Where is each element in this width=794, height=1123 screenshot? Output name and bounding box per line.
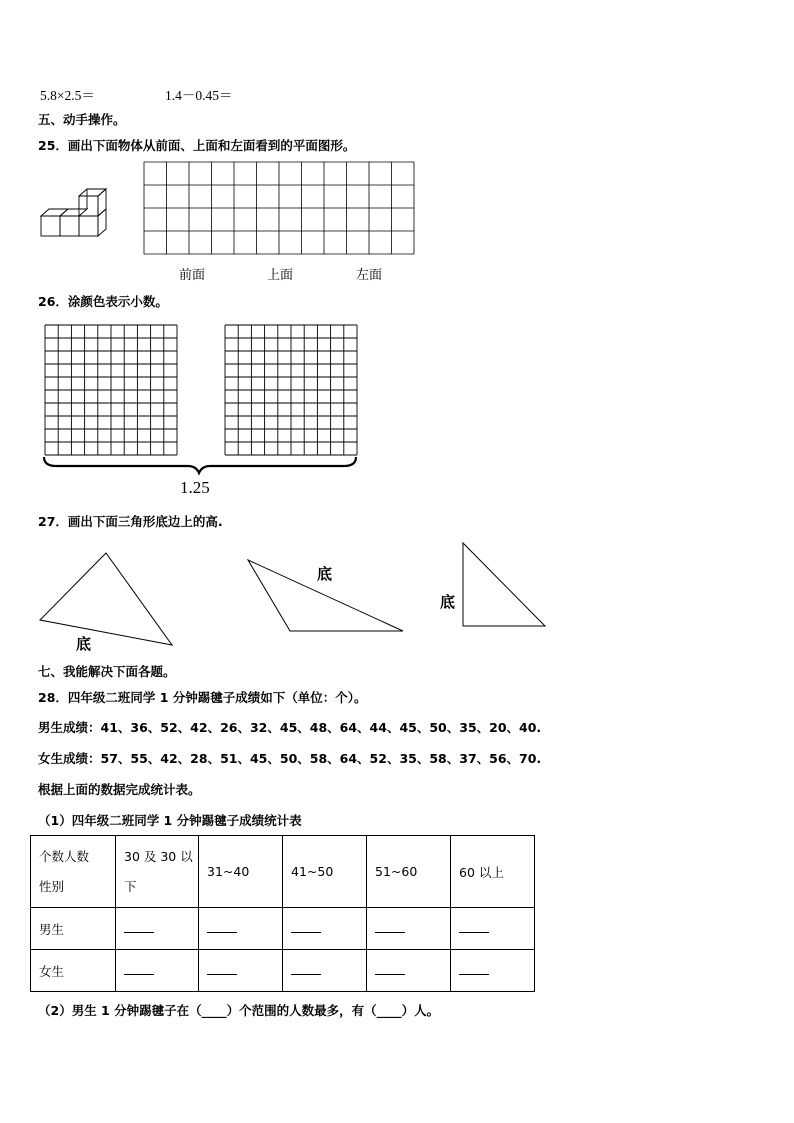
header-cell: 41~50: [283, 836, 367, 908]
corner-bottom-label: 性别: [39, 878, 65, 894]
answer-blank[interactable]: [291, 964, 321, 975]
girls-scores: 女生成绩：57、55、42、28、51、45、50、58、64、52、35、58、37、56、70.: [38, 751, 542, 766]
section-5-title: 五、动手操作。: [38, 112, 126, 127]
header-col1-line1: 30 及 30 以: [124, 848, 193, 864]
table-row-girls: [31, 950, 535, 992]
answer-cell[interactable]: [451, 950, 535, 992]
answer-cell[interactable]: [199, 908, 283, 950]
drawing-grid-25[interactable]: [144, 162, 414, 254]
answer-cell[interactable]: [367, 908, 451, 950]
row-label: 女生: [31, 950, 116, 992]
answer-blank[interactable]: [375, 922, 405, 933]
corner-top-label: 个数人数: [39, 848, 90, 864]
answer-blank[interactable]: [124, 922, 154, 933]
brace: [44, 457, 356, 473]
part-2-question: （2）男生 1 分钟踢毽子在（____）个范围的人数最多，有（____）人。: [38, 1003, 440, 1018]
answer-blank[interactable]: [375, 964, 405, 975]
answer-cell[interactable]: [199, 950, 283, 992]
cube-object-figure: [41, 189, 106, 236]
answer-cell[interactable]: [367, 950, 451, 992]
base-label-2: 底: [317, 565, 333, 583]
triangle-3[interactable]: [463, 543, 545, 626]
answer-blank[interactable]: [291, 922, 321, 933]
calc-expression-1: 5.8×2.5＝: [40, 88, 95, 103]
table-row-boys: [31, 908, 535, 950]
question-25: 25．画出下面物体从前面、上面和左面看到的平面图形。: [38, 138, 356, 153]
answer-blank[interactable]: [459, 922, 489, 933]
decimal-value: 1.25: [180, 478, 210, 497]
instruction: 根据上面的数据完成统计表。: [38, 782, 201, 797]
header-cell: [116, 836, 199, 908]
answer-blank[interactable]: [207, 922, 237, 933]
triangle-1[interactable]: [40, 553, 172, 645]
answer-cell[interactable]: [451, 908, 535, 950]
answer-blank[interactable]: [207, 964, 237, 975]
question-27: 27．画出下面三角形底边上的高.: [38, 514, 223, 529]
base-label-3: 底: [440, 593, 456, 611]
corner-cell: [31, 836, 116, 908]
answer-cell[interactable]: [116, 908, 199, 950]
hundred-grid-left[interactable]: [45, 325, 177, 455]
table-header-row: [31, 836, 535, 908]
answer-cell[interactable]: [116, 950, 199, 992]
answer-blank[interactable]: [459, 964, 489, 975]
question-28: 28．四年级二班同学 1 分钟踢毽子成绩如下（单位：个）。: [38, 690, 367, 705]
label-left-view: 左面: [356, 267, 383, 282]
answer-blank[interactable]: [124, 964, 154, 975]
base-label-1: 底: [76, 635, 92, 653]
answer-cell[interactable]: [283, 950, 367, 992]
row-label: 男生: [31, 908, 116, 950]
label-front-view: 前面: [179, 267, 206, 282]
question-26: 26．涂颜色表示小数。: [38, 294, 168, 309]
label-top-view: 上面: [267, 267, 294, 282]
answer-cell[interactable]: [283, 908, 367, 950]
header-cell: 51~60: [367, 836, 451, 908]
section-7-title: 七、我能解决下面各题。: [38, 664, 176, 679]
part-1-title: （1）四年级二班同学 1 分钟踢毽子成绩统计表: [38, 813, 302, 828]
boys-scores: 男生成绩：41、36、52、42、26、32、45、48、64、44、45、50、35、20、40.: [38, 720, 542, 735]
header-cell: 60 以上: [451, 836, 535, 908]
statistics-table: [30, 835, 535, 992]
header-cell: 31~40: [199, 836, 283, 908]
hundred-grid-right[interactable]: [225, 325, 357, 455]
calc-expression-2: 1.4－0.45＝: [165, 88, 233, 103]
header-col1-line2: 下: [124, 878, 137, 894]
